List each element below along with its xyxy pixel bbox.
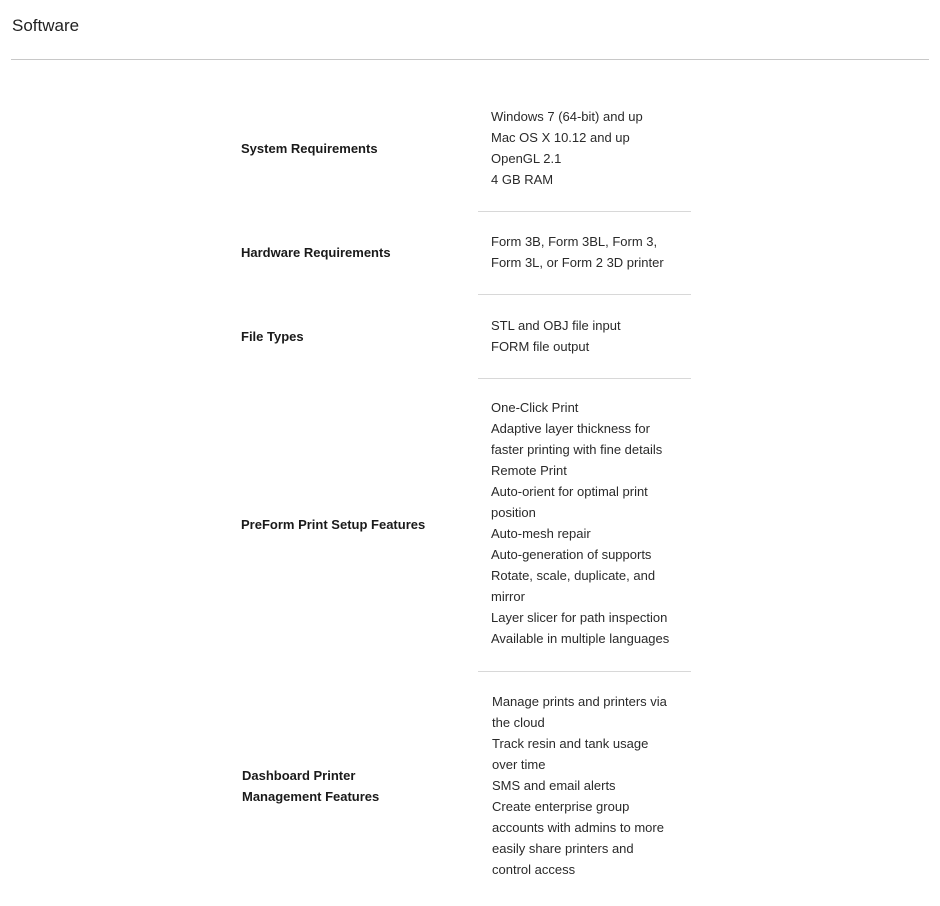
spec-value: Adaptive layer thickness for [491, 421, 650, 436]
spec-value: One-Click Print [491, 400, 579, 415]
spec-value: Windows 7 (64-bit) and up [491, 109, 643, 124]
spec-value: control access [492, 862, 576, 877]
spec-value: STL and OBJ file input [491, 318, 621, 333]
row-divider [478, 378, 691, 379]
spec-value: SMS and email alerts [492, 778, 616, 793]
section-divider [11, 59, 929, 60]
row-divider [478, 294, 691, 295]
spec-values [492, 691, 687, 880]
spec-value: faster printing with fine details [491, 442, 663, 457]
spec-label: Hardware Requirements [241, 245, 391, 260]
spec-label-line: Dashboard Printer [242, 768, 356, 783]
spec-label: PreForm Print Setup Features [241, 517, 426, 532]
spec-value: OpenGL 2.1 [491, 151, 562, 166]
spec-value: Track resin and tank usage [492, 736, 649, 751]
row-divider [478, 211, 691, 212]
row-divider [478, 671, 691, 672]
spec-value: 4 GB RAM [491, 172, 554, 187]
spec-value: Auto-mesh repair [491, 526, 591, 541]
spec-value: Form 3B, Form 3BL, Form 3, [491, 234, 658, 249]
spec-values [491, 231, 686, 273]
spec-label [242, 765, 462, 807]
section-title: Software [12, 16, 80, 35]
spec-value: Auto-orient for optimal print [491, 484, 648, 499]
spec-value: over time [492, 757, 546, 772]
spec-value: Create enterprise group [492, 799, 630, 814]
spec-value: Manage prints and printers via [492, 694, 667, 709]
spec-value: easily share printers and [492, 841, 634, 856]
spec-value: mirror [491, 589, 525, 604]
spec-value: Layer slicer for path inspection [491, 610, 668, 625]
spec-value: Auto-generation of supports [491, 547, 652, 562]
spec-values [491, 106, 686, 190]
spec-value: Rotate, scale, duplicate, and [491, 568, 656, 583]
spec-value: accounts with admins to more [492, 820, 664, 835]
spec-value: FORM file output [491, 339, 590, 354]
spec-value: position [491, 505, 536, 520]
spec-value: Mac OS X 10.12 and up [491, 130, 630, 145]
spec-value: Remote Print [491, 463, 567, 478]
spec-label: File Types [241, 329, 304, 344]
spec-label: System Requirements [241, 141, 378, 156]
spec-values [491, 397, 686, 649]
spec-value: Form 3L, or Form 2 3D printer [491, 255, 664, 270]
spec-value: Available in multiple languages [491, 631, 670, 646]
spec-label-line: Management Features [242, 789, 380, 804]
spec-values [491, 315, 686, 357]
spec-value: the cloud [492, 715, 545, 730]
